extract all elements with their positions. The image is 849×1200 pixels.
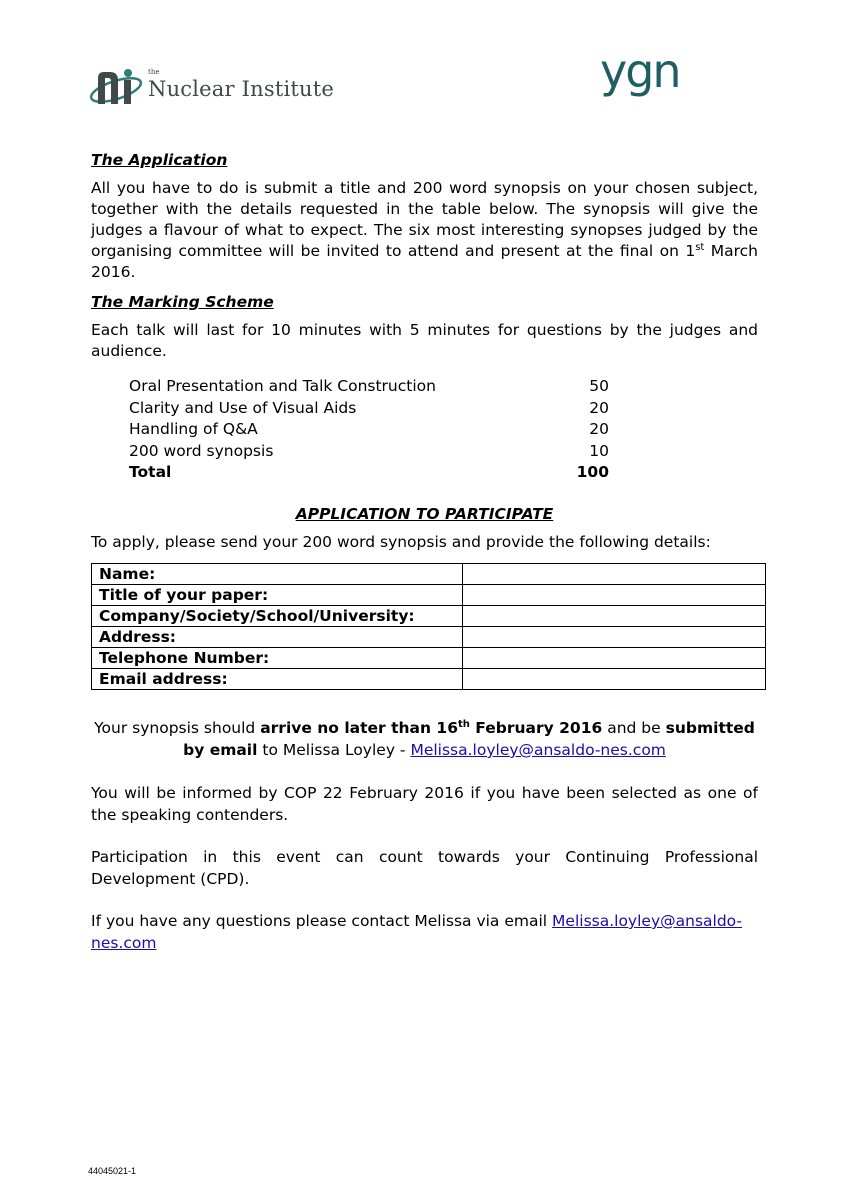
table-row	[92, 606, 766, 627]
marking-intro: Each talk will last for 10 minutes with 5 minutes for questions by the judges and audience.	[91, 321, 758, 360]
synopsis-text: to Melissa Loyley -	[257, 741, 411, 759]
marking-scheme-list	[129, 376, 609, 484]
marking-value: 20	[589, 398, 609, 417]
synopsis-deadline	[91, 717, 758, 761]
marking-value: 10	[589, 441, 609, 460]
deadline-date: February 2016	[469, 719, 603, 737]
marking-heading: The Marking Scheme	[91, 293, 274, 311]
details-table	[91, 563, 766, 690]
synopsis-email-link[interactable]: Melissa.loyley@ansaldo-nes.com	[410, 741, 666, 759]
marking-row	[129, 376, 609, 398]
marking-total-value: 100	[576, 463, 609, 481]
marking-label: 200 word synopsis	[129, 441, 274, 460]
contact-paragraph	[91, 910, 758, 954]
deadline-text: arrive no later than 16	[260, 719, 458, 737]
marking-row	[129, 419, 609, 441]
field-value-cell[interactable]	[462, 669, 765, 690]
ygn-logo: ygn	[600, 44, 680, 98]
contact-text: If you have any questions please contact Melissa via email	[91, 912, 553, 930]
logo-name-text: Nuclear Institute	[148, 77, 335, 101]
field-value-cell[interactable]	[462, 648, 765, 669]
table-row	[92, 585, 766, 606]
marking-label: Clarity and Use of Visual Aids	[129, 398, 357, 417]
table-row	[92, 648, 766, 669]
field-value-cell[interactable]	[462, 585, 765, 606]
field-label: Email address:	[92, 669, 463, 690]
marking-value: 20	[589, 420, 609, 438]
field-label: Title of your paper:	[92, 585, 463, 606]
marking-row	[129, 441, 609, 463]
table-row	[92, 627, 766, 648]
participate-title: APPLICATION TO PARTICIPATE	[295, 505, 554, 523]
main-content	[91, 150, 758, 362]
participate-intro: To apply, please send your 200 word synopsis and provide the following details:	[91, 533, 711, 551]
field-label: Company/Society/School/University:	[92, 606, 463, 627]
synopsis-deadline-bold	[260, 719, 602, 737]
field-value-cell[interactable]	[462, 627, 765, 648]
contact-email-link[interactable]: Melissa.loyley@ansaldo-nes.com	[91, 912, 743, 952]
marking-value: 50	[589, 377, 609, 395]
marking-total-label: Total	[129, 463, 172, 481]
marking-label: Oral Presentation and Talk Construction	[129, 377, 436, 395]
deadline-sup: th	[458, 718, 470, 730]
field-label: Name:	[92, 564, 463, 585]
application-text: All you have to do is submit a title and 200 word synopsis on your chosen subject, together with the details requested in the table below. The synopsis will give the judges a flavour of what to expect. The six most interesting synopses judged by the organising committee will be invited to attend and present at the final on 1	[91, 179, 758, 260]
application-sup: st	[695, 241, 705, 253]
field-label: Telephone Number:	[92, 648, 463, 669]
synopsis-text: Your synopsis should	[94, 719, 261, 737]
application-heading: The Application	[91, 151, 228, 169]
marking-label: Handling of Q&A	[129, 420, 258, 438]
field-value-cell[interactable]	[462, 564, 765, 585]
field-value-cell[interactable]	[462, 606, 765, 627]
footer-code: 44045021-1	[88, 1166, 137, 1176]
table-row	[92, 669, 766, 690]
marking-row	[129, 398, 609, 420]
nuclear-institute-logo	[88, 66, 378, 110]
informed-paragraph: You will be informed by COP 22 February 2016 if you have been selected as one of the speaking contenders.	[91, 784, 758, 824]
field-label: Address:	[92, 627, 463, 648]
application-text-end: March 2016.	[91, 242, 758, 281]
cpd-paragraph: Participation in this event can count towards your Continuing Professional Development (CPD).	[91, 848, 758, 888]
application-paragraph	[91, 178, 758, 283]
marking-total-row	[129, 462, 609, 484]
submitted-bold: submitted by email	[183, 719, 755, 759]
ni-emblem-icon	[88, 66, 144, 110]
logo-the-text: the	[148, 68, 160, 76]
synopsis-text: and be	[602, 719, 666, 737]
table-row	[92, 564, 766, 585]
